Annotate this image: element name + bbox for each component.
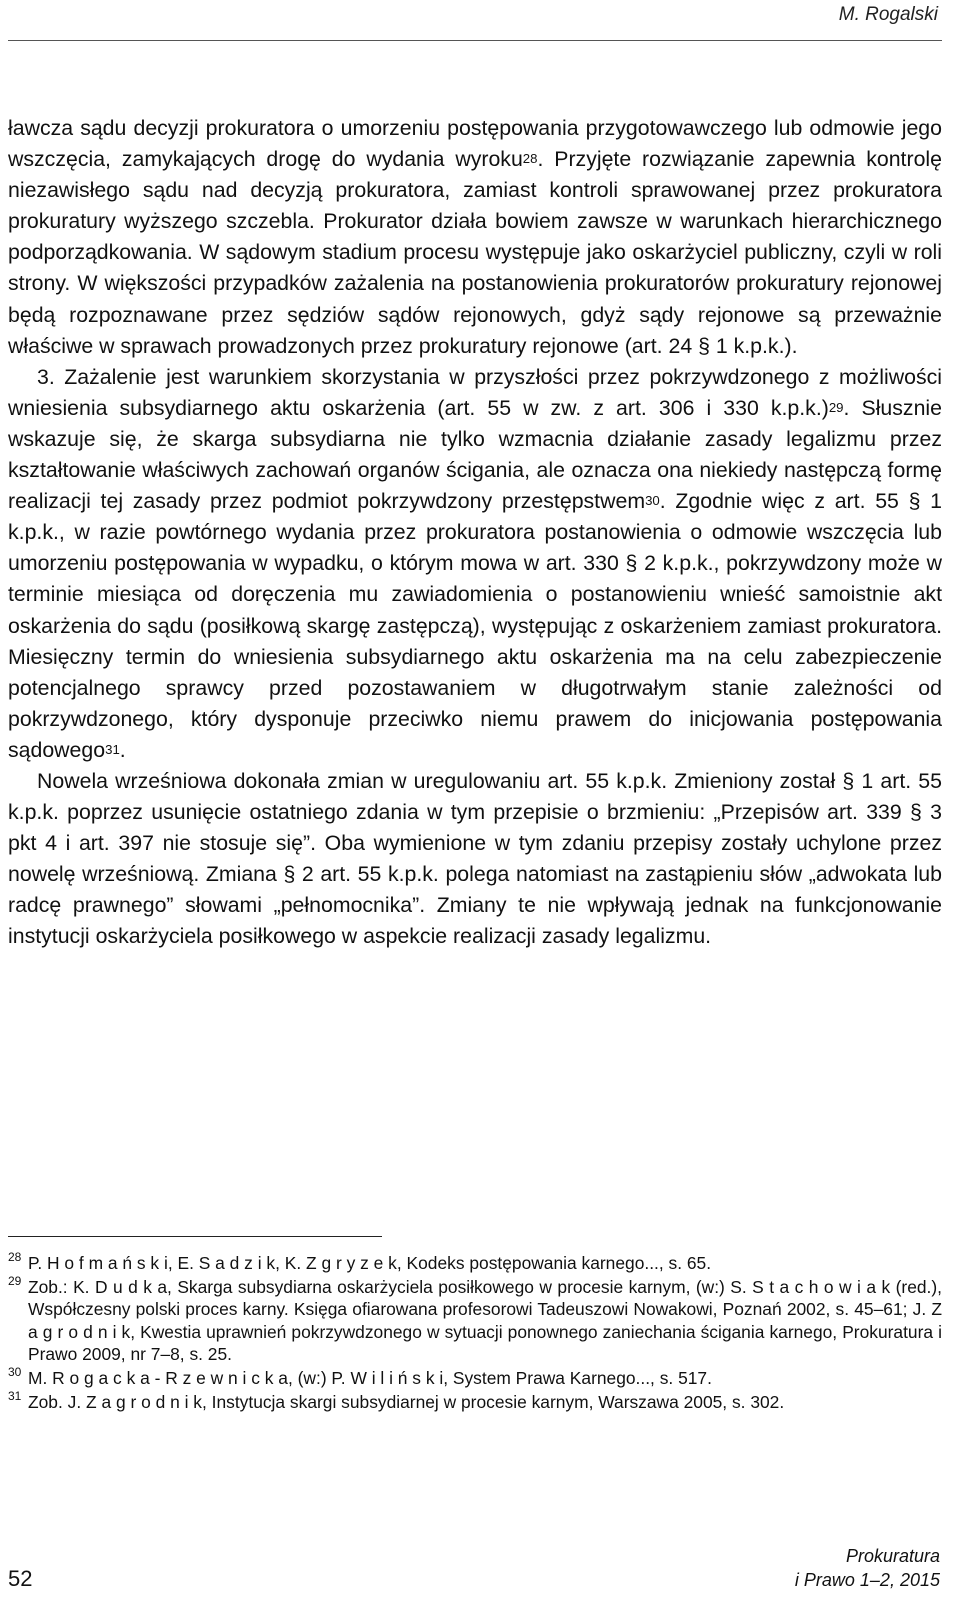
paragraph-2-part-4: . [119, 737, 126, 762]
footnote-number: 29 [8, 1274, 22, 1288]
footnote-ref-30[interactable]: 30 [645, 492, 660, 508]
footnote-text: M. R o g a c k a - R z e w n i c k a, (w:) P. W i l i ń s k i, System Prawa Karnego..., s. 517. [28, 1368, 712, 1389]
footnote-text: Zob. J. Z a g r o d n i k, Instytucja skargi subsydiarnej w procesie karnym, Warszawa 2005, s. 302. [28, 1392, 785, 1413]
running-header-author: M. Rogalski [838, 4, 938, 25]
paragraph-1 [8, 113, 942, 362]
footnotes [8, 1252, 942, 1415]
paragraph-1-part-2: . Przyjęte rozwiązanie zapewnia kontrolę niezawisłego sądu nad decyzją prokuratora, zamiast kontroli sprawowanej przez prokuratora prokuratury wyższego szczebla. Prokurator działa bowiem zawsze w warunkach hierarchicznego podporządkowania. W sądowym stadium procesu występuje jako oskarżyciel publiczny, czyli w roli strony. W większości przypadków zażalenia na postanowienia prokuratorów prokuratury rejonowej będą rozpoznawane przez sędziów sądów rejonowych, gdyż sądy rejonowe są przeważnie właściwe w sprawach prowadzonych przez prokuratury rejonowe (art. 24 § 1 k.p.k.). [8, 147, 942, 358]
footnote-ref-31[interactable]: 31 [105, 741, 120, 757]
journal-issue: i Prawo 1–2, 2015 [794, 1570, 940, 1590]
footnote-number: 30 [8, 1365, 22, 1380]
footnote-29 [8, 1276, 942, 1366]
footnote-ref-28[interactable]: 28 [522, 150, 538, 166]
footnote-text: P. H o f m a ń s k i, E. S a d z i k, K. Z g r y z e k, Kodeks postępowania karnego..., s. 65. [28, 1253, 712, 1273]
journal-footer [795, 1544, 940, 1592]
footnote-28 [8, 1252, 942, 1274]
footnote-number: 28 [8, 1250, 22, 1264]
page-number: 52 [8, 1566, 33, 1591]
paragraph-2-part-2: . Słusznie wskazuje się, że skarga subsydiarna nie tylko wzmacnia działanie zasady legalizmu przez kształtowanie właściwych zachowań organów ścigania, ale oznacza ona niekiedy następczą formę realizacji tej zasady przez podmiot pokrzywdzony przestępstwem [8, 395, 942, 514]
footnote-number: 31 [8, 1389, 22, 1404]
paragraph-2 [8, 362, 942, 766]
footnote-separator [8, 1236, 382, 1237]
journal-name: Prokuratura [845, 1546, 940, 1566]
paragraph-2-part-3: . Zgodnie więc z art. 55 § 1 k.p.k., w razie powtórnego wydania przez prokuratora postanowienia o odmowie wszczęcia lub umorzeniu postępowania w wypadku, o którym mowa w art. 330 § 2 k.p.k., pokrzywdzony może w terminie miesiąca od doręczenia mu zawiadomienia o postanowieniu wnieść samoistnie akt oskarżenia do sądu (posiłkową skargę zastępczą), występując z oskarżeniem zamiast prokuratora. Miesięczny termin do wniesienia subsydiarnego aktu oskarżenia ma na celu zabezpieczenie potencjalnego sprawcy przed pozostawaniem w długotrwałym stanie zależności od pokrzywdzonego, który dysponuje przeciwko niemu prawem do inicjowania postępowania sądowego [8, 489, 942, 762]
paragraph-1-part-1: ławcza sądu decyzji prokuratora o umorzeniu postępowania przygotowawczego lub odmowie jego wszczęcia, zamykających drogę do wydania wyroku [8, 116, 942, 172]
main-text [8, 113, 942, 953]
footnote-30 [8, 1367, 942, 1389]
paragraph-2-part-1: 3. Zażalenie jest warunkiem skorzystania w przyszłości przez pokrzywdzonego z możliwości wniesienia subsydiarnego aktu oskarżenia (art. 55 w zw. z art. 306 i 330 k.p.k.) [8, 364, 942, 420]
footnote-31 [8, 1391, 942, 1413]
header-rule [8, 40, 942, 41]
paragraph-3: Nowela wrześniowa dokonała zmian w uregulowaniu art. 55 k.p.k. Zmieniony został § 1 art. 55 k.p.k. poprzez usunięcie ostatniego zdania w tym przepisie o brzmieniu: „Przepisów art. 339 § 3 pkt 4 i art. 397 nie stosuje się”. Oba wymienione w tym zdaniu przepisy zostały uchylone przez nowelę wrześniową. Zmiana § 2 art. 55 k.p.k. polega natomiast na zastąpieniu słów „adwokata lub radcę prawnego” słowami „pełnomocnika”. Zmiany te nie wpływają jednak na funkcjonowanie instytucji oskarżyciela posiłkowego w aspekcie realizacji zasady legalizmu. [8, 768, 942, 949]
footnote-text: Zob.: K. D u d k a, Skarga subsydiarna oskarżyciela posiłkowego w procesie karnym, (w:) S. S t a c h o w i a k (red.), Współczesny polski proces karny. Księga ofiarowana profesorowi Tadeuszowi Nowakowi, Poznań 2002, s. 45–61; J. Z a g r o d n i k, Kwestia uprawnień pokrzywdzonego w sytuacji ponownego zaniechania ścigania karnego, Prokuratura i Prawo 2009, nr 7–8, s. 25. [28, 1277, 942, 1365]
footnote-ref-29[interactable]: 29 [828, 399, 844, 415]
